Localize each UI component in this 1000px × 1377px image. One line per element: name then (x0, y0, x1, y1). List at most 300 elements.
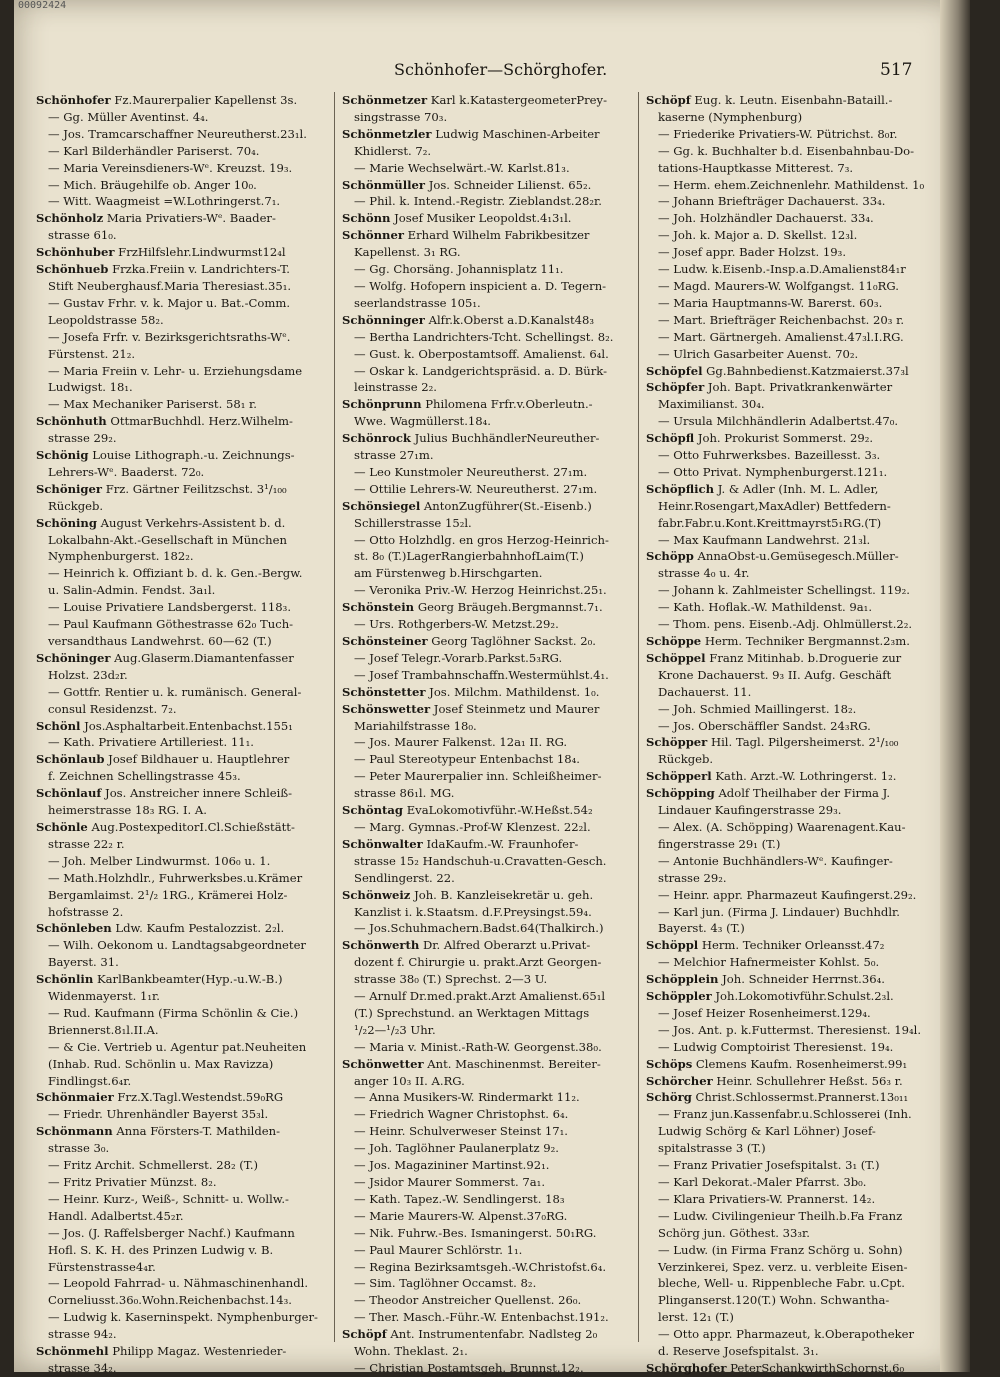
entry-text: — Johann k. Zahlmeister Schellingst. 119₂. (658, 583, 910, 598)
entry-text: — Magd. Maurers-W. Wolfgangst. 11₀RG. (658, 278, 899, 293)
entry-text: — Melchior Hafnermeister Kohlst. 5₀. (658, 955, 880, 970)
directory-entry (342, 937, 632, 954)
directory-entry (36, 413, 326, 430)
directory-entry (36, 447, 326, 464)
entry-text: — Jos. Oberschäffler Sandst. 24₃RG. (658, 718, 871, 733)
entry-text: — Jos. Magazininer Martinst.92₁. (354, 1158, 550, 1173)
entry-text: — Josef Telegr.-Vorarb.Parkst.5₃RG. (354, 650, 563, 665)
directory-entry (646, 532, 936, 549)
entry-text: — Josefa Frfr. v. Bezirksgerichtsraths-Wᵉ. (48, 329, 291, 344)
entry-text: singstrasse 70₃. (354, 109, 448, 124)
entry-text: — Kath. Privatiere Artilleriest. 11₁. (48, 735, 254, 750)
directory-entry (646, 1275, 936, 1292)
directory-entry (342, 633, 632, 650)
directory-entry (342, 481, 632, 498)
directory-entry (646, 887, 936, 904)
directory-entry (342, 819, 632, 836)
entry-text: Ldw. Kaufm Pestalozzist. 2₂l. (115, 921, 285, 936)
entry-text: — Franz jun.Kassenfabr.u.Schlosserei (Inh. (658, 1107, 912, 1122)
entry-text: Josef Steinmetz und Maurer (433, 701, 600, 716)
entry-text: spitalstrasse 3 (T.) (658, 1141, 766, 1156)
directory-entry (646, 1259, 936, 1276)
entry-text: — Thom. pens. Eisenb.-Adj. Ohlmüllerst.2₂. (658, 617, 913, 632)
directory-entry (646, 1157, 936, 1174)
entry-text: Briennerst.8₁l.II.A. (48, 1022, 159, 1037)
entry-text: strasse 22₂ r. (48, 836, 125, 851)
directory-entry (342, 278, 632, 295)
directory-entry (342, 1140, 632, 1157)
directory-entry (36, 1225, 326, 1242)
directory-entry (36, 836, 326, 853)
entry-text: Ant. Maschinenmst. Bereiter- (427, 1056, 601, 1071)
entry-text: — Louise Privatiere Landsbergerst. 118₃. (48, 600, 291, 615)
entry-text: — Peter Maurerpalier inn. Schleißheimer- (354, 769, 602, 784)
directory-entry (646, 1073, 936, 1090)
entry-text: Karl k.KatastergeometerPrey- (430, 93, 608, 107)
directory-entry (342, 870, 632, 887)
entry-text: strasse 34₂. (48, 1360, 117, 1375)
entry-text: — Franz Privatier Josefspitalst. 3₁ (T.) (658, 1158, 880, 1173)
entry-text: — Maria Vereinsdieners-Wᵉ. Kreuzst. 19₃. (48, 160, 293, 175)
directory-entry (646, 160, 936, 177)
entry-text: Schörg jun. Göthest. 33₃r. (658, 1225, 810, 1240)
entry-text: — Ludw. k.Eisenb.-Insp.a.D.Amalienst84₁r (658, 262, 906, 277)
entry-text: heimerstrasse 18₃ RG. I. A. (48, 803, 207, 818)
entry-text: Eug. k. Leutn. Eisenbahn-Bataill.- (694, 93, 893, 107)
directory-entry (342, 802, 632, 819)
directory-entry (646, 1174, 936, 1191)
column-1 (36, 92, 326, 1375)
entry-surname: Schönle (36, 819, 88, 834)
entry-text: hofstrasse 2. (48, 904, 124, 919)
entry-surname: Schörcher (646, 1073, 713, 1088)
directory-entry (646, 227, 936, 244)
entry-text: leinstrasse 2₂. (354, 380, 437, 395)
entry-text: Lindauer Kaufingerstrasse 29₃. (658, 803, 842, 818)
directory-entry (342, 244, 632, 261)
entry-text: Joh. Schneider Herrnst.36₄. (722, 972, 885, 987)
directory-entry (36, 126, 326, 143)
entry-surname: Schönmetzler (342, 126, 432, 141)
entry-text: consul Residenzst. 7₂. (48, 701, 177, 716)
directory-entry (342, 1022, 632, 1039)
entry-text: — Marie Wechselwärt.-W. Karlst.81₃. (354, 160, 570, 175)
directory-entry (342, 160, 632, 177)
directory-entry (646, 92, 936, 109)
entry-text: — Max Kaufmann Landwehrst. 21₃l. (658, 532, 871, 547)
entry-text: Ludwigst. 18₁. (48, 380, 133, 395)
entry-text: — Ursula Milchhändlerin Adalbertst.47₀. (658, 414, 899, 429)
entry-text: Maria Privatiers-Wᵉ. Baader- (106, 211, 276, 226)
directory-entry (342, 464, 632, 481)
entry-text: — Math.Holzhdlr., Fuhrwerksbes.u.Krämer (48, 870, 303, 885)
directory-entry (342, 109, 632, 126)
entry-text: — & Cie. Vertrieb u. Agentur pat.Neuheiten (48, 1039, 307, 1054)
entry-surname: Schönmüller (342, 177, 426, 192)
directory-entry (342, 126, 632, 143)
directory-entry (36, 802, 326, 819)
entry-text: Erhard Wilhelm Fabrikbesitzer (407, 228, 590, 243)
directory-entry (646, 126, 936, 143)
entry-text: Franz Mitinhab. b.Droguerie zur (709, 650, 902, 665)
directory-entry (36, 227, 326, 244)
directory-entry (36, 768, 326, 785)
directory-entry (36, 193, 326, 210)
entry-text: Josef Bildhauer u. Hauptlehrer (108, 752, 290, 767)
directory-columns (36, 92, 932, 1375)
entry-text: — Karl jun. (Firma J. Lindauer) Buchhdlr. (658, 904, 900, 919)
directory-entry (646, 464, 936, 481)
entry-text: strasse 29₂. (658, 870, 727, 885)
directory-entry (36, 1208, 326, 1225)
directory-entry (646, 1056, 936, 1073)
entry-text: fabr.Fabr.u.Kont.Kreittmayrst5₁RG.(T) (658, 515, 882, 530)
entry-text: versandthaus Landwehrst. 60—62 (T.) (48, 634, 272, 648)
directory-entry (646, 582, 936, 599)
directory-entry (36, 1174, 326, 1191)
directory-entry (646, 853, 936, 870)
directory-entry (646, 261, 936, 278)
directory-entry (342, 734, 632, 751)
directory-entry (646, 396, 936, 413)
directory-entry (646, 1106, 936, 1123)
entry-text: — Kath. Tapez.-W. Sendlingerst. 18₃ (354, 1191, 565, 1206)
directory-entry (36, 1326, 326, 1343)
entry-surname: Schöppl (646, 938, 699, 953)
directory-entry (36, 887, 326, 904)
entry-text: — Regina Bezirksamtsgeh.-W.Christofst.6₄. (354, 1259, 607, 1274)
entry-surname: Schöps (646, 1056, 693, 1071)
entry-text: — Ludwig k. Kaserninspekt. Nymphenburger- (48, 1310, 318, 1325)
directory-entry (342, 227, 632, 244)
directory-entry (342, 1343, 632, 1360)
directory-entry (36, 464, 326, 481)
directory-entry (646, 1360, 936, 1377)
directory-entry (646, 1326, 936, 1343)
entry-text: KarlBankbeamter(Hyp.-u.W.-B.) (96, 972, 283, 987)
entry-text: — Ludw. (in Firma Franz Schörg u. Sohn) (658, 1242, 903, 1257)
directory-entry (342, 532, 632, 549)
directory-entry (36, 1073, 326, 1090)
entry-text: Kath. Arzt.-W. Lothringerst. 1₂. (715, 769, 897, 784)
entry-text: — Theodor Anstreicher Quellenst. 26₀. (354, 1293, 582, 1308)
directory-entry (36, 718, 326, 735)
entry-text: — Antonie Buchhändlers-Wᵉ. Kaufinger- (658, 853, 893, 868)
entry-text: Heinr.Rosengart,MaxAdler) Bettfedern- (658, 498, 891, 513)
entry-surname: Schönig (36, 448, 89, 463)
entry-text: — Johann Briefträger Dachauerst. 33₄. (658, 194, 886, 209)
entry-text: — Ludw. Civilingenieur Theilh.b.Fa Franz (658, 1208, 903, 1223)
directory-entry (36, 430, 326, 447)
directory-entry (342, 261, 632, 278)
directory-entry (342, 1191, 632, 1208)
directory-entry (342, 954, 632, 971)
directory-entry (342, 1174, 632, 1191)
entry-text: — Paul Kaufmann Göthestrasse 62₀ Tuch- (48, 617, 294, 632)
entry-surname: Schönswetter (342, 701, 431, 716)
entry-text: — Fritz Privatier Münzst. 8₂. (48, 1175, 217, 1189)
entry-surname: Schöniger (36, 481, 103, 496)
entry-text: — Heinrich k. Offiziant b. d. k. Gen.-Bergw. (48, 566, 303, 581)
entry-text: d. Reserve Josefspitalst. 3₁. (658, 1344, 819, 1359)
entry-surname: Schörghofer (646, 1360, 727, 1375)
entry-text: OttmarBuchhdl. Herz.Wilhelm- (110, 414, 293, 429)
entry-surname: Schönsteiner (342, 634, 428, 648)
directory-entry (342, 1106, 632, 1123)
directory-entry (36, 210, 326, 227)
directory-entry (36, 1191, 326, 1208)
entry-text: (Inhab. Rud. Schönlin u. Max Ravizza) (48, 1056, 274, 1071)
entry-text: Joh. Bapt. Privatkrankenwärter (707, 380, 893, 395)
entry-text: — Otto appr. Pharmazeut, k.Oberapotheker (658, 1327, 915, 1342)
directory-entry (646, 193, 936, 210)
entry-text: Fürstenstrasse4₄r. (48, 1259, 156, 1274)
directory-entry (36, 396, 326, 413)
entry-text: Leopoldstrasse 58₂. (48, 312, 164, 327)
entry-surname: Schönwalter (342, 836, 423, 851)
entry-surname: Schönninger (342, 312, 425, 327)
column-divider (334, 92, 335, 1342)
directory-entry (646, 329, 936, 346)
directory-entry (36, 582, 326, 599)
directory-entry (342, 1309, 632, 1326)
entry-surname: Schönweiz (342, 887, 411, 902)
directory-entry (36, 870, 326, 887)
directory-entry (342, 1005, 632, 1022)
directory-entry (342, 1056, 632, 1073)
entry-text: — Urs. Rothgerbers-W. Metzst.29₂. (354, 617, 559, 632)
directory-entry (646, 988, 936, 1005)
entry-surname: Schönhueb (36, 262, 109, 277)
entry-text: Philomena Frfr.v.Oberleutn.- (425, 397, 593, 412)
entry-surname: Schönl (36, 718, 81, 733)
entry-text: bleche, Well- u. Rippenbleche Fabr. u.Cpt. (658, 1276, 905, 1291)
directory-entry (36, 633, 326, 650)
directory-entry (342, 853, 632, 870)
entry-text: strasse 94₂. (48, 1327, 117, 1342)
entry-text: — Leopold Fahrrad- u. Nähmaschinenhandl. (48, 1276, 309, 1291)
entry-text: — Jos.Schuhmachern.Badst.64(Thalkirch.) (354, 921, 604, 936)
entry-text: — Josef Heizer Rosenheimerst.129₄. (658, 1005, 871, 1020)
entry-text: Bayerst. 4₃ (T.) (658, 921, 745, 936)
directory-entry (342, 312, 632, 329)
entry-text: Josef Musiker Leopoldst.4₁3₁l. (394, 211, 572, 226)
entry-surname: Schönhuber (36, 245, 115, 260)
entry-text: — Ulrich Gasarbeiter Auenst. 70₂. (658, 346, 859, 361)
entry-text: Holzst. 23d₂r. (48, 667, 128, 682)
entry-text: — Maria Hauptmanns-W. Barerst. 60₃. (658, 295, 883, 310)
entry-text: Corneliusst.36₀.Wohn.Reichenbachst.14₃. (48, 1293, 292, 1308)
entry-text: Wohn. Theklast. 2₁. (354, 1344, 468, 1359)
directory-entry (342, 565, 632, 582)
entry-text: — Herm. ehem.Zeichnenlehr. Mathildenst. 1₀ (658, 177, 925, 192)
directory-entry (646, 244, 936, 261)
directory-entry (342, 768, 632, 785)
directory-entry (646, 819, 936, 836)
directory-entry (342, 1275, 632, 1292)
entry-text: Findlingst.6₄r. (48, 1073, 132, 1088)
entry-surname: Schönhuth (36, 414, 107, 429)
entry-text: Christ.Schlossermst.Prannerst.13₀₁₁ (695, 1090, 909, 1105)
directory-entry (646, 498, 936, 515)
directory-entry (646, 515, 936, 532)
directory-entry (36, 244, 326, 261)
entry-surname: Schönn (342, 211, 391, 226)
entry-surname: Schönlauf (36, 786, 102, 801)
directory-entry (36, 599, 326, 616)
entry-text: Rückgeb. (48, 498, 104, 513)
directory-entry (36, 819, 326, 836)
entry-text: Clemens Kaufm. Rosenheimerst.99₁ (695, 1056, 908, 1071)
entry-text: Rückgeb. (658, 752, 714, 767)
entry-text: Nymphenburgerst. 182₂. (48, 549, 194, 564)
directory-entry (36, 177, 326, 194)
directory-entry (36, 109, 326, 126)
directory-entry (646, 177, 936, 194)
directory-entry (36, 1259, 326, 1276)
entry-text: — Alex. (A. Schöpping) Waarenagent.Kau- (658, 819, 906, 834)
entry-text: Adolf Theilhaber der Firma J. (718, 786, 891, 801)
entry-text: — Marg. Gymnas.-Prof-W Klenzest. 22₂l. (354, 819, 591, 834)
directory-entry (646, 785, 936, 802)
entry-text: Mariahilfstrasse 18₀. (354, 718, 477, 733)
directory-entry (646, 548, 936, 565)
entry-text: — Joh. Holzhändler Dachauerst. 33₄. (658, 211, 874, 226)
entry-surname: Schönsiegel (342, 498, 421, 513)
entry-text: Fz.Maurerpalier Kapellenst 3s. (114, 93, 298, 107)
entry-text: Jos. Schneider Lilienst. 65₂. (428, 177, 592, 192)
directory-entry (646, 1022, 936, 1039)
directory-entry (342, 363, 632, 380)
entry-text: — Paul Stereotypeur Entenbachst 18₄. (354, 752, 580, 767)
directory-entry (36, 751, 326, 768)
entry-text: Anna Försters-T. Mathilden- (116, 1124, 281, 1139)
entry-surname: Schöpf (646, 93, 691, 107)
entry-surname: Schönleben (36, 921, 112, 936)
entry-text: — Paul Maurer Schlörstr. 1₁. (354, 1242, 523, 1257)
directory-entry (36, 650, 326, 667)
directory-entry (342, 1039, 632, 1056)
directory-entry (342, 329, 632, 346)
directory-entry (36, 734, 326, 751)
entry-text: Aug.PostexpeditorI.Cl.Schießstätt- (91, 819, 295, 834)
entry-text: Heinr. Schullehrer Heßst. 56₃ r. (716, 1073, 903, 1088)
column-2 (342, 92, 632, 1375)
entry-text: — Bertha Landrichters-Tcht. Schellingst. 8₂. (354, 329, 614, 344)
directory-entry (342, 701, 632, 718)
column-divider (638, 92, 639, 1342)
entry-text: — Joh. k. Major a. D. Skellst. 12₃l. (658, 228, 858, 243)
directory-entry (342, 1123, 632, 1140)
entry-text: — Josef appr. Bader Holzst. 19₃. (658, 245, 847, 260)
entry-surname: Schöpper (646, 735, 708, 750)
directory-entry (36, 920, 326, 937)
entry-text: dozent f. Chirurgie u. prakt.Arzt Georgen- (354, 955, 602, 970)
directory-entry (646, 920, 936, 937)
entry-text: — Leo Kunstmoler Neureutherst. 27₁m. (354, 464, 588, 479)
directory-entry (36, 379, 326, 396)
entry-text: Handl. Adalbertst.45₂r. (48, 1208, 184, 1223)
directory-entry (342, 1360, 632, 1377)
entry-text: — Jos. Maurer Falkenst. 12a₁ II. RG. (354, 735, 568, 750)
directory-entry (646, 768, 936, 785)
entry-text: — Ottilie Lehrers-W. Neureutherst. 27₁m. (354, 481, 598, 496)
entry-text: Kanzlist i. k.Staatsm. d.F.Preysingst.59₄. (354, 904, 592, 919)
directory-entry (36, 481, 326, 498)
entry-text: strasse 4₀ u. 4r. (658, 566, 750, 581)
entry-text: FrzHilfslehr.Lindwurmst12₄l (118, 245, 286, 260)
entry-text: — Veronika Priv.-W. Herzog Heinrichst.25₁. (354, 583, 607, 598)
entry-text: Hil. Tagl. Pilgersheimerst. 2¹/₁₀₀ (710, 735, 899, 750)
entry-text: Herm. Techniker Orleansst.47₂ (701, 938, 885, 953)
entry-text: Joh. B. Kanzleisekretär u. geh. (414, 887, 594, 902)
directory-entry (646, 971, 936, 988)
entry-text: seerlandstrasse 105₁. (354, 295, 481, 310)
directory-entry (646, 430, 936, 447)
directory-entry (646, 143, 936, 160)
directory-entry (36, 1106, 326, 1123)
entry-text: Aug.Glaserm.Diamantenfasser (114, 650, 294, 665)
directory-entry (36, 160, 326, 177)
directory-entry (646, 1191, 936, 1208)
directory-entry (646, 210, 936, 227)
directory-entry (36, 92, 326, 109)
entry-surname: Schöpfer (646, 380, 705, 395)
directory-entry (342, 177, 632, 194)
entry-text: AnnaObst-u.Gemüsegesch.Müller- (697, 549, 899, 564)
directory-entry (36, 548, 326, 565)
directory-entry (342, 1073, 632, 1090)
entry-text: Ant. Instrumentenfabr. Nadlsteg 2₀ (390, 1327, 598, 1342)
directory-entry (646, 1089, 936, 1106)
entry-text: Wwe. Wagmüllerst.18₄. (354, 414, 491, 429)
directory-entry (36, 278, 326, 295)
directory-entry (342, 447, 632, 464)
directory-entry (646, 1140, 936, 1157)
entry-text: Frz. Gärtner Feilitzschst. 3¹/₁₀₀ (105, 481, 287, 496)
directory-entry (36, 329, 326, 346)
entry-surname: Schönner (342, 228, 404, 243)
directory-entry (646, 1292, 936, 1309)
directory-entry (36, 1360, 326, 1377)
entry-surname: Schöpfl (646, 431, 695, 446)
directory-entry (646, 954, 936, 971)
entry-text: — Karl Bilderhändler Pariserst. 70₄. (48, 143, 260, 158)
entry-text: — Wilh. Oekonom u. Landtagsabgeordneter (48, 938, 306, 953)
directory-entry (36, 565, 326, 582)
entry-text: tations-Hauptkasse Mitterest. 7₃. (658, 160, 854, 175)
page-edge (940, 0, 970, 1372)
entry-text: lerst. 12₁ (T.) (658, 1310, 734, 1325)
directory-entry (342, 548, 632, 565)
entry-surname: Schönrock (342, 431, 411, 446)
entry-surname: Schönmann (36, 1124, 113, 1139)
directory-entry (36, 684, 326, 701)
entry-text: Jos.Asphaltarbeit.Entenbachst.155₁ (84, 718, 293, 733)
directory-entry (342, 1259, 632, 1276)
entry-text: Plinganserst.120(T.) Wohn. Schwantha- (658, 1293, 890, 1308)
directory-entry (342, 413, 632, 430)
entry-text: — Ther. Masch.-Führ.-W. Entenbachst.191₂. (354, 1310, 609, 1325)
page-title: Schönhofer—Schörghofer. (394, 60, 608, 79)
entry-text: — Friedrich Wagner Christophst. 6₄. (354, 1107, 569, 1122)
directory-entry (36, 1292, 326, 1309)
entry-text: Jos. Milchm. Mathildenst. 1₀. (429, 684, 600, 699)
directory-entry (342, 1089, 632, 1106)
entry-text: Georg Taglöhner Sackst. 2₀. (431, 634, 596, 648)
entry-text: — Mart. Gärtnergeh. Amalienst.47₃l.I.RG. (658, 329, 904, 344)
entry-text: (T.) Sprechstund. an Werktagen Mittags (354, 1005, 590, 1020)
